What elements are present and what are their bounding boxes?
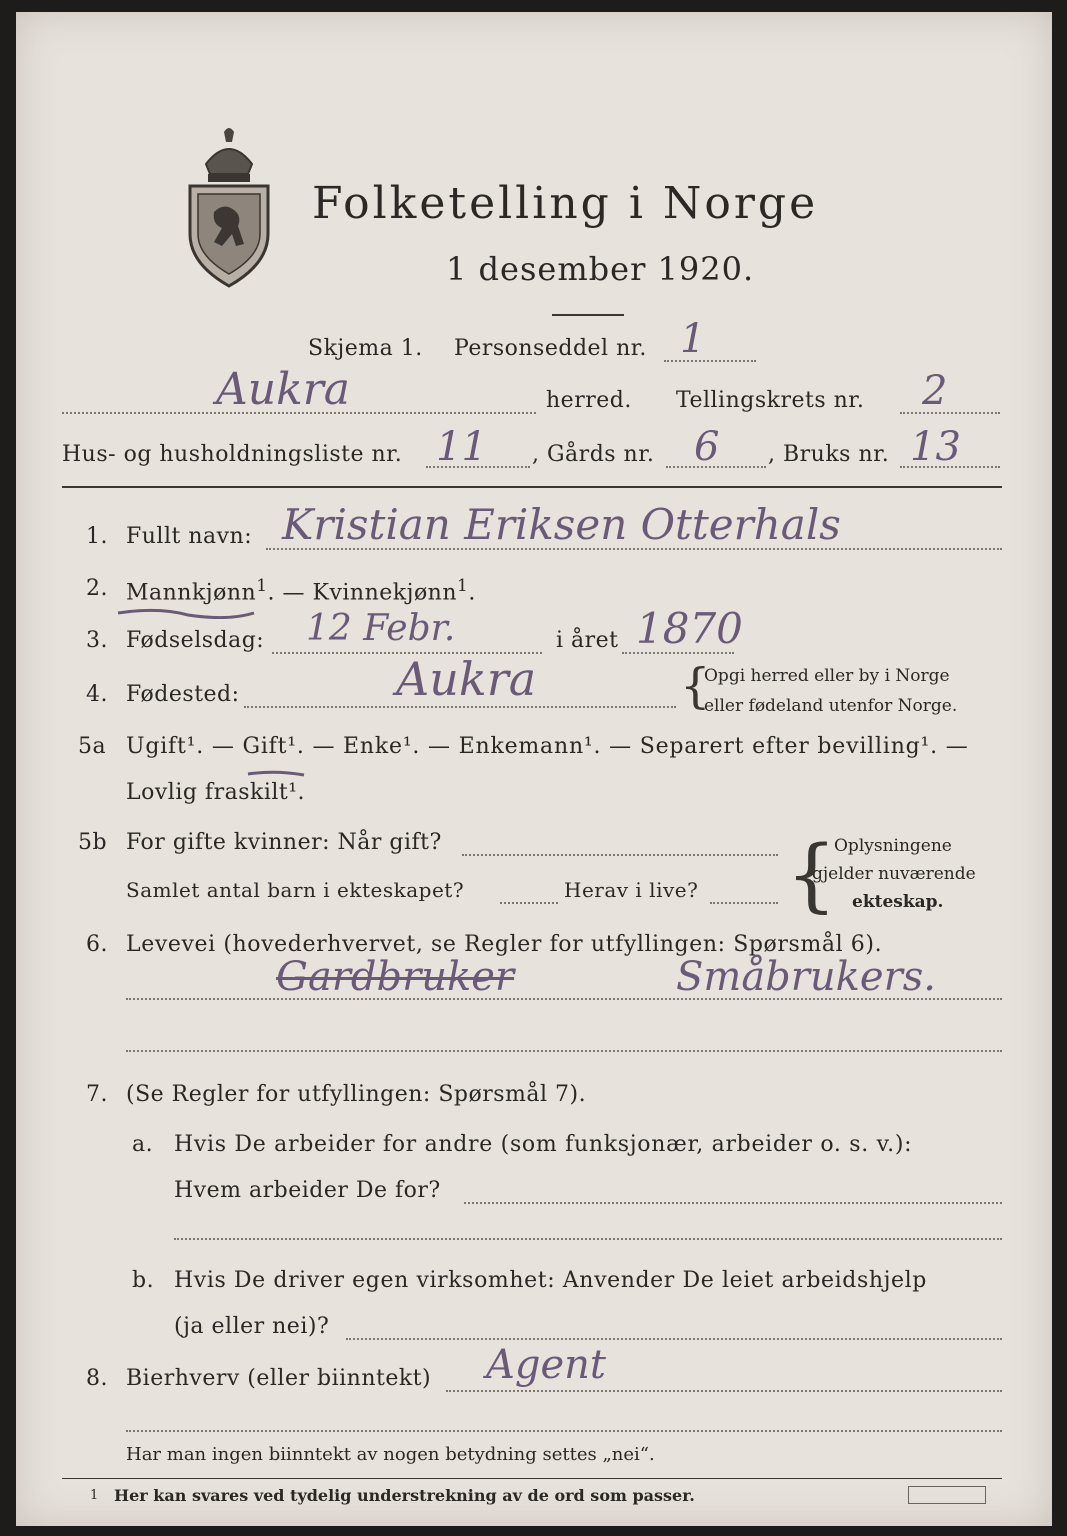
tellingskrets-value: 2	[922, 368, 948, 414]
form-title: Folketelling i Norge	[312, 178, 819, 229]
q7b-question: Hvis De driver egen virksomhet: Anvender De leiet arbeidshjelp	[174, 1268, 927, 1293]
section-divider	[62, 486, 1002, 488]
q6-struck-value: Gardbruker	[276, 954, 515, 1000]
q4-number: 4.	[86, 682, 108, 707]
herred-value: Aukra	[216, 364, 351, 415]
q7b-yes-no-label: (ja eller nei)?	[174, 1314, 330, 1339]
q4-note-2: eller fødeland utenfor Norge.	[704, 696, 958, 716]
q3-day-value: 12 Febr.	[306, 608, 456, 649]
personseddel-label: Personseddel nr.	[454, 336, 647, 361]
q7a-who-label: Hvem arbeider De for?	[174, 1178, 441, 1203]
q5b-children-label: Samlet antal barn i ekteskapet?	[126, 878, 465, 902]
q5b-note-2: gjelder nuværende	[812, 864, 976, 884]
q3-number: 3.	[86, 628, 108, 653]
footer-note: Har man ingen biinntekt av nogen betydning settes „nei“.	[126, 1444, 655, 1465]
q3-year-value: 1870	[636, 604, 743, 653]
q7a-who-line	[464, 1202, 1002, 1204]
tellingskrets-label: Tellingskrets nr.	[676, 388, 865, 413]
q5b-married-line	[462, 854, 778, 856]
q2-number: 2.	[86, 576, 108, 601]
q5a-options-cont: Lovlig fraskilt¹.	[126, 780, 306, 805]
bruks-label: , Bruks nr.	[768, 442, 890, 467]
q2-options	[126, 576, 476, 605]
hus-value: 11	[436, 424, 487, 470]
q5b-alive-label: Herav i live?	[564, 878, 699, 902]
q2-end: .	[468, 580, 476, 606]
q3-year-label: i året	[556, 628, 619, 653]
q6-line-2	[126, 1050, 1002, 1052]
tellingskrets-line	[900, 412, 1000, 414]
skjema-label: Skjema 1.	[308, 336, 423, 361]
q4-note-1: Opgi herred eller by i Norge	[704, 666, 950, 686]
q7b-number: b.	[132, 1268, 155, 1293]
q2-sup-1: 1	[256, 576, 268, 596]
q1-label: Fullt navn:	[126, 524, 253, 549]
footnote-mark: 1	[90, 1488, 99, 1503]
printer-stamp	[908, 1486, 986, 1504]
q8-label: Bierhverv (eller biinntekt)	[126, 1366, 432, 1391]
q7-number: 7.	[86, 1082, 108, 1107]
gards-value: 6	[694, 424, 720, 470]
q8-line-2	[126, 1430, 1002, 1432]
bruks-value: 13	[910, 424, 961, 470]
norwegian-coat-of-arms-icon	[184, 122, 274, 296]
q5b-number: 5b	[78, 830, 108, 855]
q2-male-option: Mannkjønn	[126, 580, 257, 606]
q8-number: 8.	[86, 1366, 108, 1391]
q6-number: 6.	[86, 932, 108, 957]
q7-label: (Se Regler for utfyllingen: Spørsmål 7).	[126, 1082, 587, 1107]
personseddel-line	[664, 360, 756, 362]
q5a-options: Ugift¹. — Gift¹. — Enke¹. — Enkemann¹. — Separert efter bevilling¹. —	[126, 734, 969, 759]
gards-label: , Gårds nr.	[532, 442, 655, 467]
q4-value: Aukra	[396, 652, 537, 706]
q7b-line	[346, 1338, 1002, 1340]
q7a-question: Hvis De arbeider for andre (som funksjonær, arbeider o. s. v.):	[174, 1132, 913, 1157]
q6-label: Levevei (hovederhvervet, se Regler for utfyllingen: Spørsmål 6).	[126, 932, 883, 957]
q5a-number: 5a	[78, 734, 107, 759]
q4-label: Fødested:	[126, 682, 240, 707]
census-date: 1 desember 1920.	[446, 250, 755, 288]
q7a-extra-line	[174, 1238, 1002, 1240]
q2-sup-2: 1	[457, 576, 469, 596]
q8-line	[446, 1390, 1002, 1392]
q6-value: Småbrukers.	[676, 954, 936, 1000]
herred-label: herred.	[546, 388, 632, 413]
q5b-married-when: For gifte kvinner: Når gift?	[126, 830, 442, 855]
q5b-bracket: {	[786, 828, 837, 921]
q1-number: 1.	[86, 524, 108, 549]
q5b-alive-line	[710, 902, 778, 904]
q7a-number: a.	[132, 1132, 154, 1157]
census-form-page	[16, 12, 1052, 1526]
q3-label: Fødselsdag:	[126, 628, 265, 653]
q8-value: Agent	[486, 1342, 606, 1388]
q2-female-option: Kvinnekjønn	[312, 580, 458, 606]
q4-line	[244, 706, 676, 708]
personseddel-value: 1	[680, 316, 706, 362]
footnote-divider	[62, 1478, 1002, 1479]
hus-label: Hus- og husholdningsliste nr.	[62, 442, 403, 467]
q4-bracket: {	[680, 658, 711, 714]
q5b-note-1: Oplysningene	[834, 836, 952, 856]
male-underline-mark	[116, 604, 256, 623]
q2-separator: . —	[267, 580, 313, 606]
q1-value: Kristian Eriksen Otterhals	[282, 500, 841, 549]
footnote-text: Her kan svares ved tydelig understrekning av de ord som passer.	[114, 1486, 695, 1505]
q5b-note-3: ekteskap.	[852, 892, 944, 912]
q5b-children-line	[500, 902, 558, 904]
title-divider	[552, 314, 624, 316]
